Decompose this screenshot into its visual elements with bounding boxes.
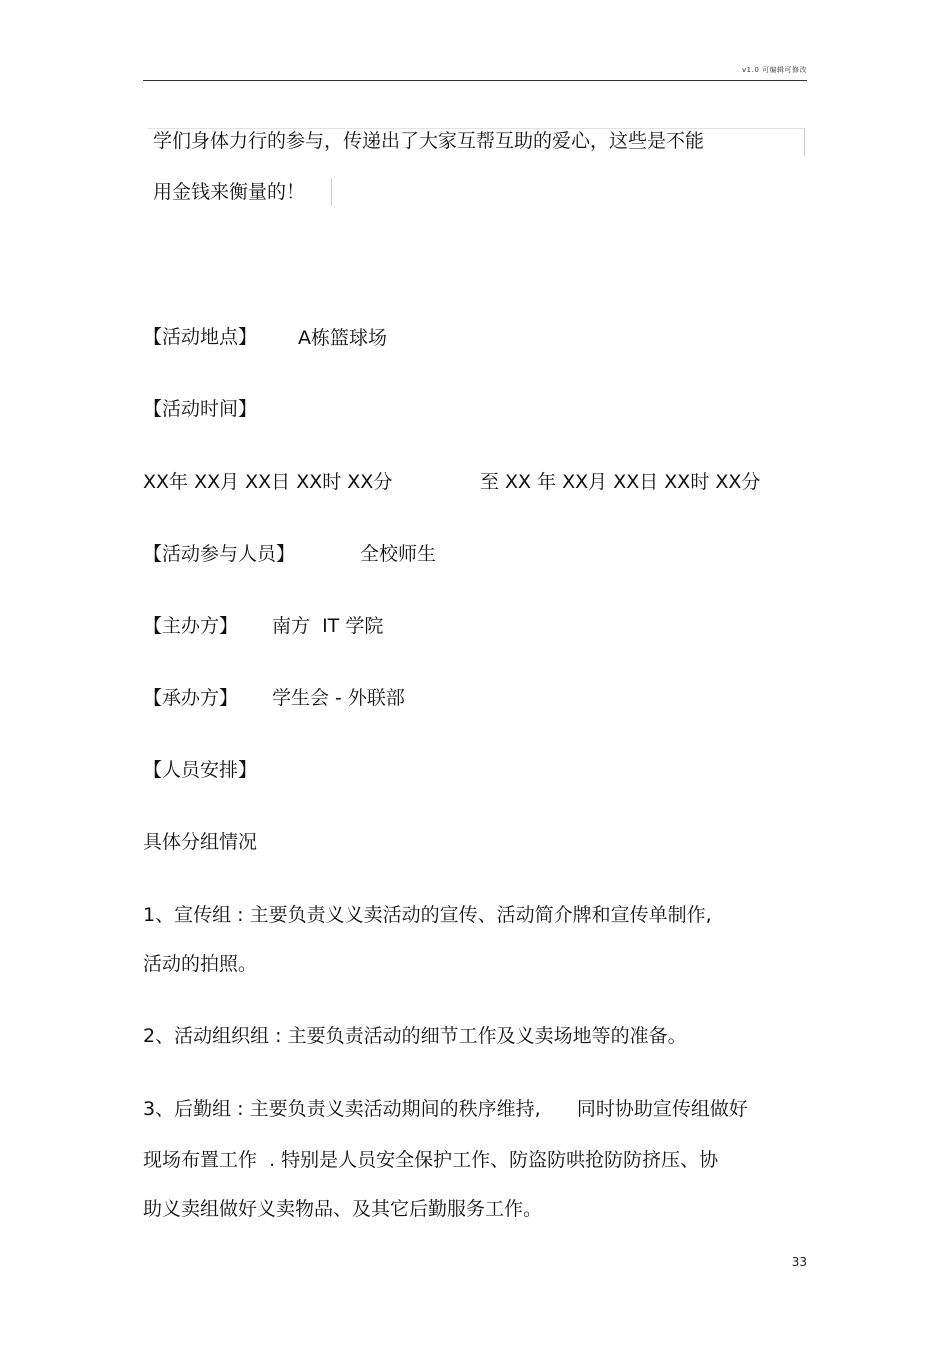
- location-label: 【活动地点】: [143, 326, 258, 348]
- group-2-line-1: 2、活动组织组 : 主要负责活动的细节工作及义卖场地等的准备。: [143, 1025, 687, 1047]
- time-label: 【活动时间】: [143, 398, 258, 420]
- location-value: A栋篮球场: [298, 327, 387, 349]
- group-3-line-2: 现场布置工作 . 特别是人员安全保护工作、防盗防哄抢防防挤压、协: [143, 1149, 719, 1171]
- participants-value: 全校师生: [360, 543, 437, 565]
- organizer-label: 【承办方】: [143, 687, 239, 709]
- page-number: 33: [791, 1255, 807, 1269]
- intro-line-2: 用金钱来衡量的！: [153, 181, 306, 203]
- participants-label: 【活动参与人员】: [143, 543, 296, 565]
- intro-box-edge-2: [331, 178, 332, 206]
- header-rule: [143, 80, 807, 81]
- group-3-line-3: 助义卖组做好义卖物品、及其它后勤服务工作。: [143, 1198, 543, 1220]
- staff-label: 【人员安排】: [143, 759, 258, 781]
- host-label: 【主办方】: [143, 615, 239, 637]
- time-start: XX年 XX月 XX日 XX时 XX分: [143, 471, 393, 493]
- time-end: 至 XX 年 XX月 XX日 XX时 XX分: [480, 471, 761, 493]
- group-1-line-1: 1、宣传组 : 主要负责义义卖活动的宣传、活动简介牌和宣传单制作,: [143, 904, 712, 926]
- intro-line-1: 学们身体力行的参与，传递出了大家互帮互助的爱心，这些是不能: [153, 130, 705, 152]
- organizer-value: 学生会 - 外联部: [272, 687, 405, 709]
- header-version-text: v1.0 可编辑可修改: [742, 66, 807, 74]
- group-1-line-2: 活动的拍照。: [143, 953, 258, 975]
- host-value: 南方 IT 学院: [272, 615, 384, 637]
- intro-box-edge-1: [804, 128, 805, 156]
- group-3-line-1: 3、后勤组 : 主要负责义卖活动期间的秩序维持, 同时协助宣传组做好: [143, 1098, 748, 1120]
- groups-heading: 具体分组情况: [143, 831, 258, 853]
